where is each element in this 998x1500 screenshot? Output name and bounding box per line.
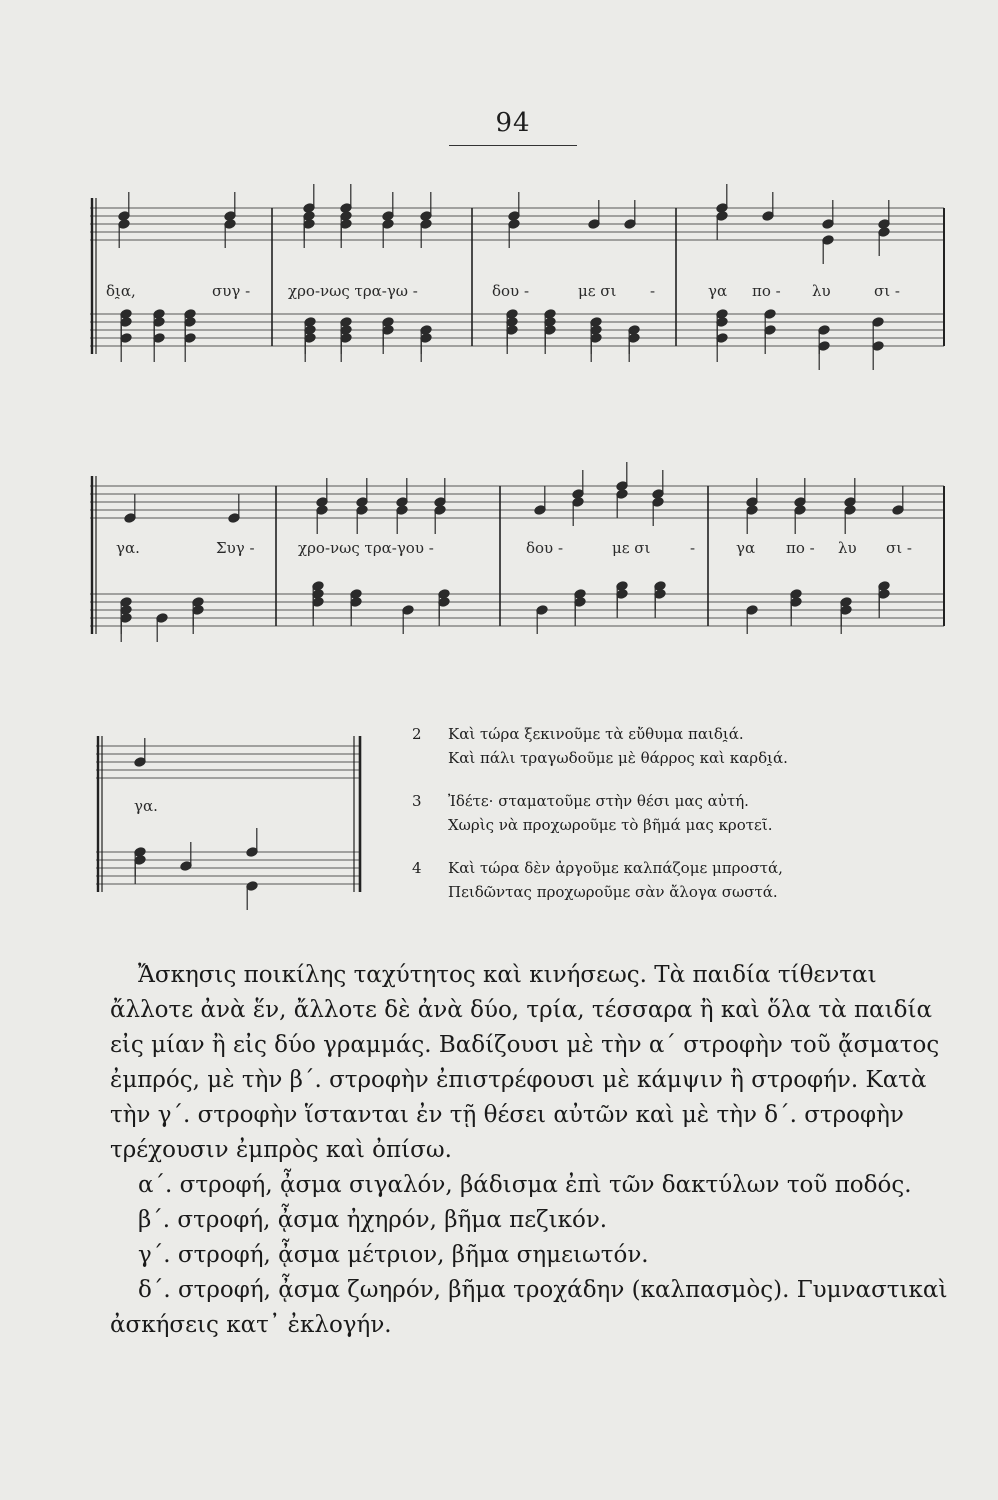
lyric-s1-3: χρο-νως τρα-γω - (288, 282, 418, 300)
verse-line: Καὶ πάλι τραγωδοῦμε μὲ θάρρος καὶ καρδι̯ά. (448, 749, 788, 767)
lyric-s1-4: δου - (492, 282, 530, 300)
lyric-s2-7: γα (736, 539, 756, 557)
verse-number: 4 (412, 859, 422, 877)
verse-3 (412, 789, 772, 837)
lyric-s1-9: λυ (812, 282, 831, 300)
verse-4 (412, 856, 783, 904)
lyric-s1-1: δι̯α, (106, 282, 136, 300)
verse-line: Καὶ τώρα δὲν ἀργοῦμε καλπάζομε μπροστά, (448, 859, 783, 877)
lyric-s2-9: λυ (838, 539, 857, 557)
lyric-s2-6: - (690, 539, 696, 557)
lyric-s2-2: Συγ - (216, 539, 255, 557)
paragraph-strophe-d: δ΄. στροφή, ᾆσμα ζωηρόν, βῆμα τροχάδην (καλπασμὸς). Γυμναστικαὶ ἀσκήσεις κατ᾽ ἐκλογήν. (110, 1277, 948, 1338)
lyric-s2-10: σι - (886, 539, 912, 557)
lyric-s1-5: με σι (578, 282, 617, 300)
verse-number: 2 (412, 725, 422, 743)
paragraph-strophe-a: α΄. στροφή, ᾆσμα σιγαλόν, βάδισμα ἐπὶ τῶν δακτύλων τοῦ ποδός. (138, 1172, 912, 1198)
lyric-s1-6: - (650, 282, 656, 300)
page-number: 94 (495, 108, 531, 138)
lyric-s1-7: γα (708, 282, 728, 300)
verse-line: Χωρὶς νὰ προχωροῦμε τὸ βῆμά μας κροτεῖ. (448, 816, 773, 834)
verse-number: 3 (412, 792, 422, 810)
lyric-s2-5: με σι (612, 539, 651, 557)
lyric-s2-4: δου - (526, 539, 564, 557)
lyric-s1-2: συγ - (212, 282, 251, 300)
paragraph-strophe-c: γ΄. στροφή, ᾆσμα μέτριον, βῆμα σημειωτόν. (138, 1242, 649, 1268)
lyric-s1-8: πο - (752, 282, 781, 300)
lyric-s2-8: πο - (786, 539, 815, 557)
verse-line: Καὶ τώρα ξεκινοῦμε τὰ εὔθυμα παιδι̯ά. (448, 725, 744, 743)
lyric-s2-1: γα. (116, 539, 140, 557)
paragraph-strophe-b: β΄. στροφή, ᾆσμα ἠχηρόν, βῆμα πεζικόν. (138, 1207, 608, 1233)
lyric-s2-3: χρο-νως τρα-γου - (298, 539, 434, 557)
lyric-s1-10: σι - (874, 282, 900, 300)
verse-line: Πειδῶντας προχωροῦμε σὰν ἄλογα σωστά. (448, 883, 778, 901)
verse-line: Ἰδέτε· σταματοῦμε στὴν θέσι μας αὐτή. (448, 792, 749, 810)
paragraph-exercise: Ἄσκησις ποικίλης ταχύτητος καὶ κινήσεως. Τὰ παιδία τίθενται ἄλλοτε ἀνὰ ἕν, ἄλλοτε δὲ ἀνὰ δύο, τρία, τέσσαρα ἢ καὶ ὅλα τὰ παιδία εἰς μίαν ἢ εἰς δύο γραμμάς. Βαδίζουσι μὲ τὴν α΄ στροφὴν τοῦ ᾄσματος ἐμπρός, μὲ τὴν β΄. στροφὴν ἐπιστρέφουσι μὲ κάμψιν ἢ στροφήν. Κατὰ τὴν γ΄. στροφὴν ἵστανται ἐν τῇ θέσει αὐτῶν καὶ μὲ τὴν δ΄. στροφὴν τρέχουσιν ἐμπρὸς καὶ ὀπίσω. (110, 962, 940, 1163)
verse-2 (412, 722, 788, 770)
lyric-s3-1: γα. (134, 797, 158, 815)
body-text (110, 958, 950, 1343)
